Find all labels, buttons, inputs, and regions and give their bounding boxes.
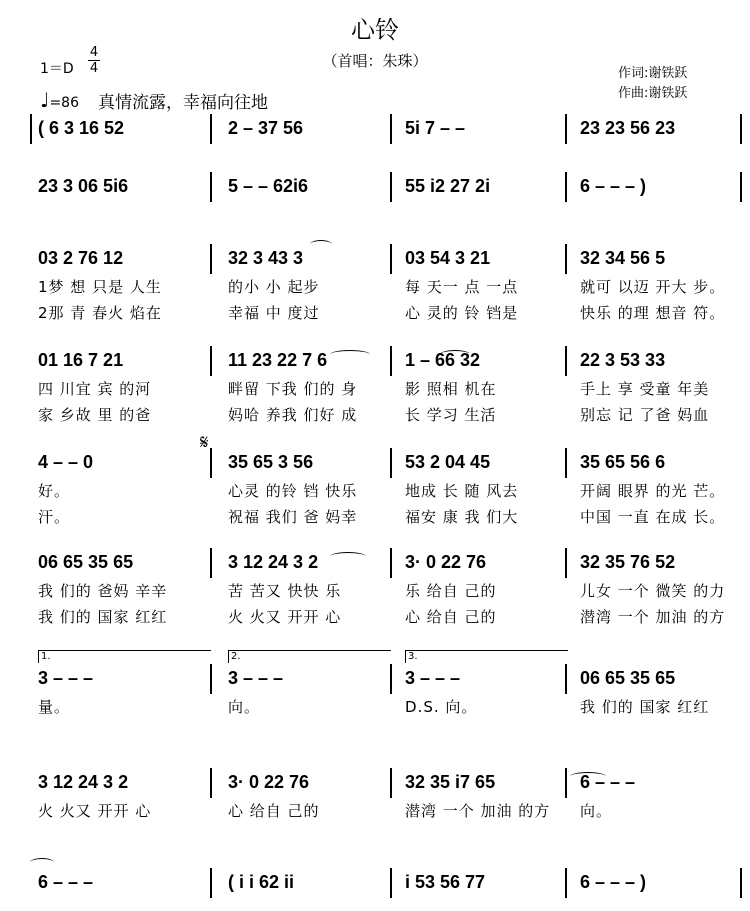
measure-notes: 2 – 37 56 (228, 118, 304, 138)
lyric-text: 长 学习 生活 (405, 406, 497, 424)
lyricist: 作词:谢铁跃 (618, 66, 688, 81)
tie-mark (330, 552, 366, 561)
tempo-value: =86 (49, 95, 79, 111)
lyric-text: 我 们的 国家 红红 (580, 698, 710, 716)
barline (565, 244, 567, 274)
measure-notes: 55 i2 27 2i (405, 176, 491, 196)
tie-mark (440, 350, 470, 359)
barline (740, 172, 742, 202)
barline (210, 768, 212, 798)
volta-bracket: 2. (228, 650, 391, 663)
barline (565, 448, 567, 478)
barline (390, 448, 392, 478)
measure-notes: 32 3 43 3 (228, 248, 304, 268)
lyric-text: 手上 享 受童 年美 (580, 380, 710, 398)
tempo-expression: 真情流露，幸福向往地 (98, 93, 268, 113)
barline (565, 768, 567, 798)
barline (390, 664, 392, 694)
measure-notes: 53 2 04 45 (405, 452, 491, 472)
measure-notes: 03 54 3 21 (405, 248, 491, 268)
measure-notes: 5 – – 62i6 (228, 176, 309, 196)
lyric-text: 火 火又 开开 心 (38, 802, 152, 820)
tie-mark (30, 858, 54, 867)
barline (210, 172, 212, 202)
tie-mark (330, 350, 370, 359)
barline (390, 548, 392, 578)
lyric-text: 每 天一 点 一点 (405, 278, 519, 296)
barline (210, 548, 212, 578)
lyric-text: 苦 苦又 快快 乐 (228, 582, 342, 600)
lyric-text: 开阔 眼界 的光 芒。 (580, 482, 726, 500)
lyric-text: 火 火又 开开 心 (228, 608, 342, 626)
tie-mark (570, 772, 606, 781)
measure-notes: 6 – – – (38, 872, 94, 892)
measure-notes: ( 6 3 16 52 (38, 118, 125, 138)
measure-notes: 11 23 22 7 6 (228, 350, 328, 370)
lyric-text: 潜湾 一个 加油 的方 (405, 802, 551, 820)
measure-notes: 1 – 66 32 (405, 350, 481, 370)
barline (565, 346, 567, 376)
lyric-text: 家 乡故 里 的爸 (38, 406, 152, 424)
tempo-mark (40, 88, 79, 112)
measure-notes: 3· 0 22 76 (228, 772, 310, 792)
barline (390, 114, 392, 144)
lyric-text: 我 们的 爸妈 辛辛 (38, 582, 168, 600)
lyric-text: 汗。 (38, 508, 71, 526)
lyric-text: 向。 (228, 698, 261, 716)
lyric-text: 心 给自 己的 (405, 608, 497, 626)
measure-notes: 06 65 35 65 (38, 552, 134, 572)
lyric-text: 影 照相 机在 (405, 380, 497, 398)
barline (740, 114, 742, 144)
barline (565, 548, 567, 578)
lyric-text: 幸福 中 度过 (228, 304, 320, 322)
lyric-text: 福安 康 我 们大 (405, 508, 519, 526)
measure-notes: 3· 0 22 76 (405, 552, 487, 572)
lyric-text: 量。 (38, 698, 71, 716)
lyric-text: 中国 一直 在成 长。 (580, 508, 726, 526)
lyric-text: 快乐 的理 想音 符。 (580, 304, 726, 322)
lyric-text: 妈哈 养我 们好 成 (228, 406, 358, 424)
measure-notes: 01 16 7 21 (38, 350, 124, 370)
barline (565, 664, 567, 694)
barline (565, 172, 567, 202)
measure-notes: 3 – – – (228, 668, 284, 688)
measure-notes: 35 65 56 6 (580, 452, 666, 472)
measure-notes: 23 23 56 23 (580, 118, 676, 138)
time-top: 4 (89, 45, 99, 60)
lyric-text: 向。 (580, 802, 613, 820)
barline (390, 868, 392, 898)
measure-notes: 4 – – 0 (38, 452, 94, 472)
lyric-text: 就可 以迈 开大 步。 (580, 278, 726, 296)
measure-notes: 3 12 24 3 2 (38, 772, 129, 792)
tie-mark (310, 240, 332, 249)
measure-notes: 5i 7 – – (405, 118, 466, 138)
composer: 作曲:谢铁跃 (618, 86, 688, 101)
measure-notes: 22 3 53 33 (580, 350, 666, 370)
measure-notes: 6 – – – ) (580, 872, 647, 892)
measure-notes: ( i i 62 ii (228, 872, 295, 892)
lyric-text: 祝福 我们 爸 妈幸 (228, 508, 358, 526)
lyric-text: 儿女 一个 微笑 的力 (580, 582, 726, 600)
lyric-text: 的小 小 起步 (228, 278, 320, 296)
barline (210, 244, 212, 274)
lyric-text: 心 给自 己的 (228, 802, 320, 820)
lyric-text: 2那 青 春火 焰在 (38, 304, 162, 322)
barline (210, 664, 212, 694)
song-title: 心铃 (351, 16, 399, 44)
measure-notes: 23 3 06 5i6 (38, 176, 129, 196)
key-signature: 1＝D (40, 61, 74, 77)
lyric-text: 1梦 想 只是 人生 (38, 278, 162, 296)
barline (210, 346, 212, 376)
lyric-text: 别忘 记 了爸 妈血 (580, 406, 710, 424)
lyric-text: 潜湾 一个 加油 的方 (580, 608, 726, 626)
time-signature (88, 46, 100, 75)
barline (390, 768, 392, 798)
barline (565, 868, 567, 898)
lyric-text: 我 们的 国家 红红 (38, 608, 168, 626)
quarter-note-icon: ♩ (40, 88, 50, 112)
lyric-text: D.S. 向。 (405, 698, 478, 716)
barline (210, 114, 212, 144)
measure-notes: 06 65 35 65 (580, 668, 676, 688)
barline (390, 172, 392, 202)
segno-icon: 𝄋 (200, 430, 209, 454)
measure-notes: 3 12 24 3 2 (228, 552, 319, 572)
lyric-text: 心 灵的 铃 铛是 (405, 304, 519, 322)
measure-notes: 35 65 3 56 (228, 452, 314, 472)
barline (210, 868, 212, 898)
start-barline (30, 114, 32, 144)
barline (740, 868, 742, 898)
lyric-text: 四 川宜 宾 的河 (38, 380, 152, 398)
measure-notes: 03 2 76 12 (38, 248, 124, 268)
lyric-text: 地成 长 随 风去 (405, 482, 519, 500)
volta-bracket: 1. (38, 650, 211, 663)
time-bottom: 4 (89, 61, 99, 76)
barline (390, 244, 392, 274)
song-subtitle: （首唱：朱珠） (322, 52, 428, 70)
barline (210, 448, 212, 478)
lyric-text: 乐 给自 己的 (405, 582, 497, 600)
measure-notes: 32 35 i7 65 (405, 772, 496, 792)
lyric-text: 好。 (38, 482, 71, 500)
measure-notes: 3 – – – (405, 668, 461, 688)
volta-bracket: 3. (405, 650, 568, 663)
measure-notes: 3 – – – (38, 668, 94, 688)
barline (565, 114, 567, 144)
measure-notes: 32 35 76 52 (580, 552, 676, 572)
measure-notes: 6 – – – (580, 772, 636, 792)
measure-notes: i 53 56 77 (405, 872, 486, 892)
lyric-text: 畔留 下我 们的 身 (228, 380, 358, 398)
measure-notes: 32 34 56 5 (580, 248, 666, 268)
measure-notes: 6 – – – ) (580, 176, 647, 196)
barline (390, 346, 392, 376)
lyric-text: 心灵 的铃 铛 快乐 (228, 482, 358, 500)
